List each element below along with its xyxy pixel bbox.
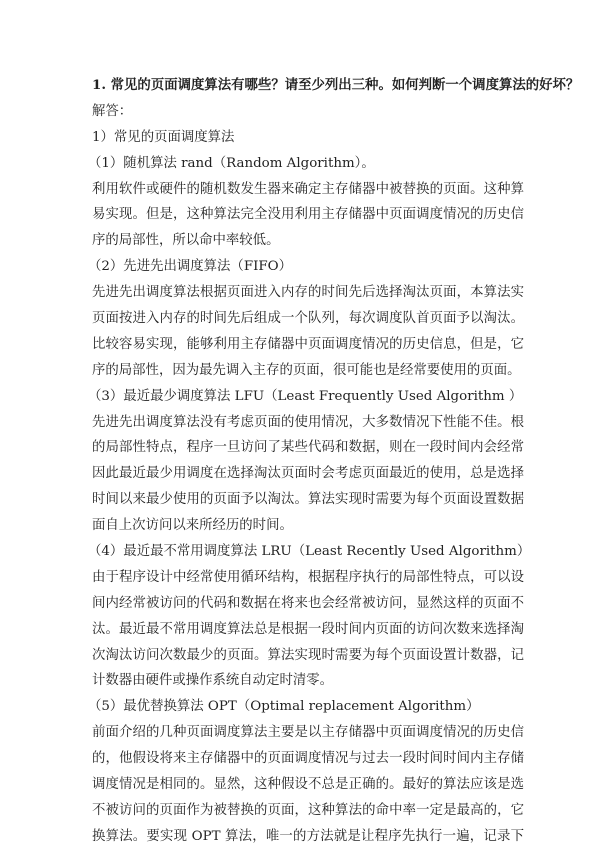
paragraph-line: 调度情况是相同的。显然，这种假设不总是正确的。最好的算法应该是选 (92, 777, 524, 793)
document-page (88, 73, 580, 850)
algorithm-heading: （4）最近最不常用调度算法 LRU（Least Recently Used Algorithm） (88, 544, 531, 560)
paragraph-line: 序的局部性，所以命中率较低。 (92, 233, 280, 249)
paragraph-line: 由于程序设计中经常使用循环结构，根据程序执行的局部性特点，可以设 (92, 569, 524, 585)
paragraph-line: 的，他假设将来主存储器中的页面调度情况与过去一段时间时间内主存储 (92, 751, 524, 767)
paragraph-line: 页面按进入内存的时间先后组成一个队列，每次调度队首页面予以淘汰。 (92, 311, 524, 327)
paragraph-line: 的局部性特点，程序一旦访问了某些代码和数据，则在一段时间内会经常 (92, 440, 524, 456)
paragraph-line: 易实现。但是，这种算法完全没用利用主存储器中页面调度情况的历史信 (92, 207, 524, 223)
section-title: 1）常见的页面调度算法 (92, 129, 235, 145)
paragraph-line: 比较容易实现，能够利用主存储器中页面调度情况的历史信息，但是，它 (92, 336, 524, 352)
paragraph-line: 间内经常被访问的代码和数据在将来也会经常被访问，显然这样的页面不 (92, 595, 524, 611)
paragraph-line: 先进先出调度算法没有考虑页面的使用情况，大多数情况下性能不佳。根 (92, 414, 524, 430)
paragraph-line: 换算法。要实现 OPT 算法，唯一的方法就是让程序先执行一遍，记录下 (92, 828, 524, 844)
algorithm-list (88, 151, 531, 850)
question-heading: 1. 常见的页面调度算法有哪些？请至少列出三种。如何判断一个调度算法的好坏？ (92, 77, 580, 93)
paragraph-line: 时间以来最少使用的页面予以淘汰。算法实现时需要为每个页面设置数据 (92, 492, 524, 508)
paragraph-line: 先进先出调度算法根据页面进入内存的时间先后选择淘汰页面，本算法实 (92, 285, 524, 301)
algorithm-heading: （5）最优替换算法 OPT（Optimal replacement Algorithm） (88, 699, 480, 715)
paragraph-line: 利用软件或硬件的随机数发生器来确定主存储器中被替换的页面。这种算 (92, 181, 524, 197)
paragraph-line: 面自上次访问以来所经历的时间。 (92, 518, 293, 534)
paragraph-line: 前面介绍的几种页面调度算法主要是以主存储器中页面调度情况的历史信 (92, 725, 524, 741)
paragraph-line: 计数器由硬件或操作系统自动定时清零。 (92, 673, 334, 689)
algorithm-heading: （3）最近最少调度算法 LFU（Least Frequently Used Algorithm ） (88, 388, 523, 404)
answer-label: 解答： (92, 103, 133, 119)
paragraph-line: 次淘汰访问次数最少的页面。算法实现时需要为每个页面设置计数器，记 (92, 647, 524, 663)
paragraph-line: 因此最近最少用调度在选择淘汰页面时会考虑页面最近的使用，总是选择 (92, 466, 524, 482)
paragraph-line: 不被访问的页面作为被替换的页面，这种算法的命中率一定是最高的，它 (92, 802, 524, 818)
algorithm-heading: （2）先进先出调度算法（FIFO） (88, 259, 293, 275)
paragraph-line: 序的局部性，因为最先调入主存的页面，很可能也是经常要使用的页面。 (92, 362, 521, 378)
paragraph-line: 汰。最近最不常用调度算法总是根据一段时间内页面的访问次数来选择淘 (92, 621, 524, 637)
algorithm-heading: （1）随机算法 rand（Random Algorithm）。 (88, 155, 375, 171)
